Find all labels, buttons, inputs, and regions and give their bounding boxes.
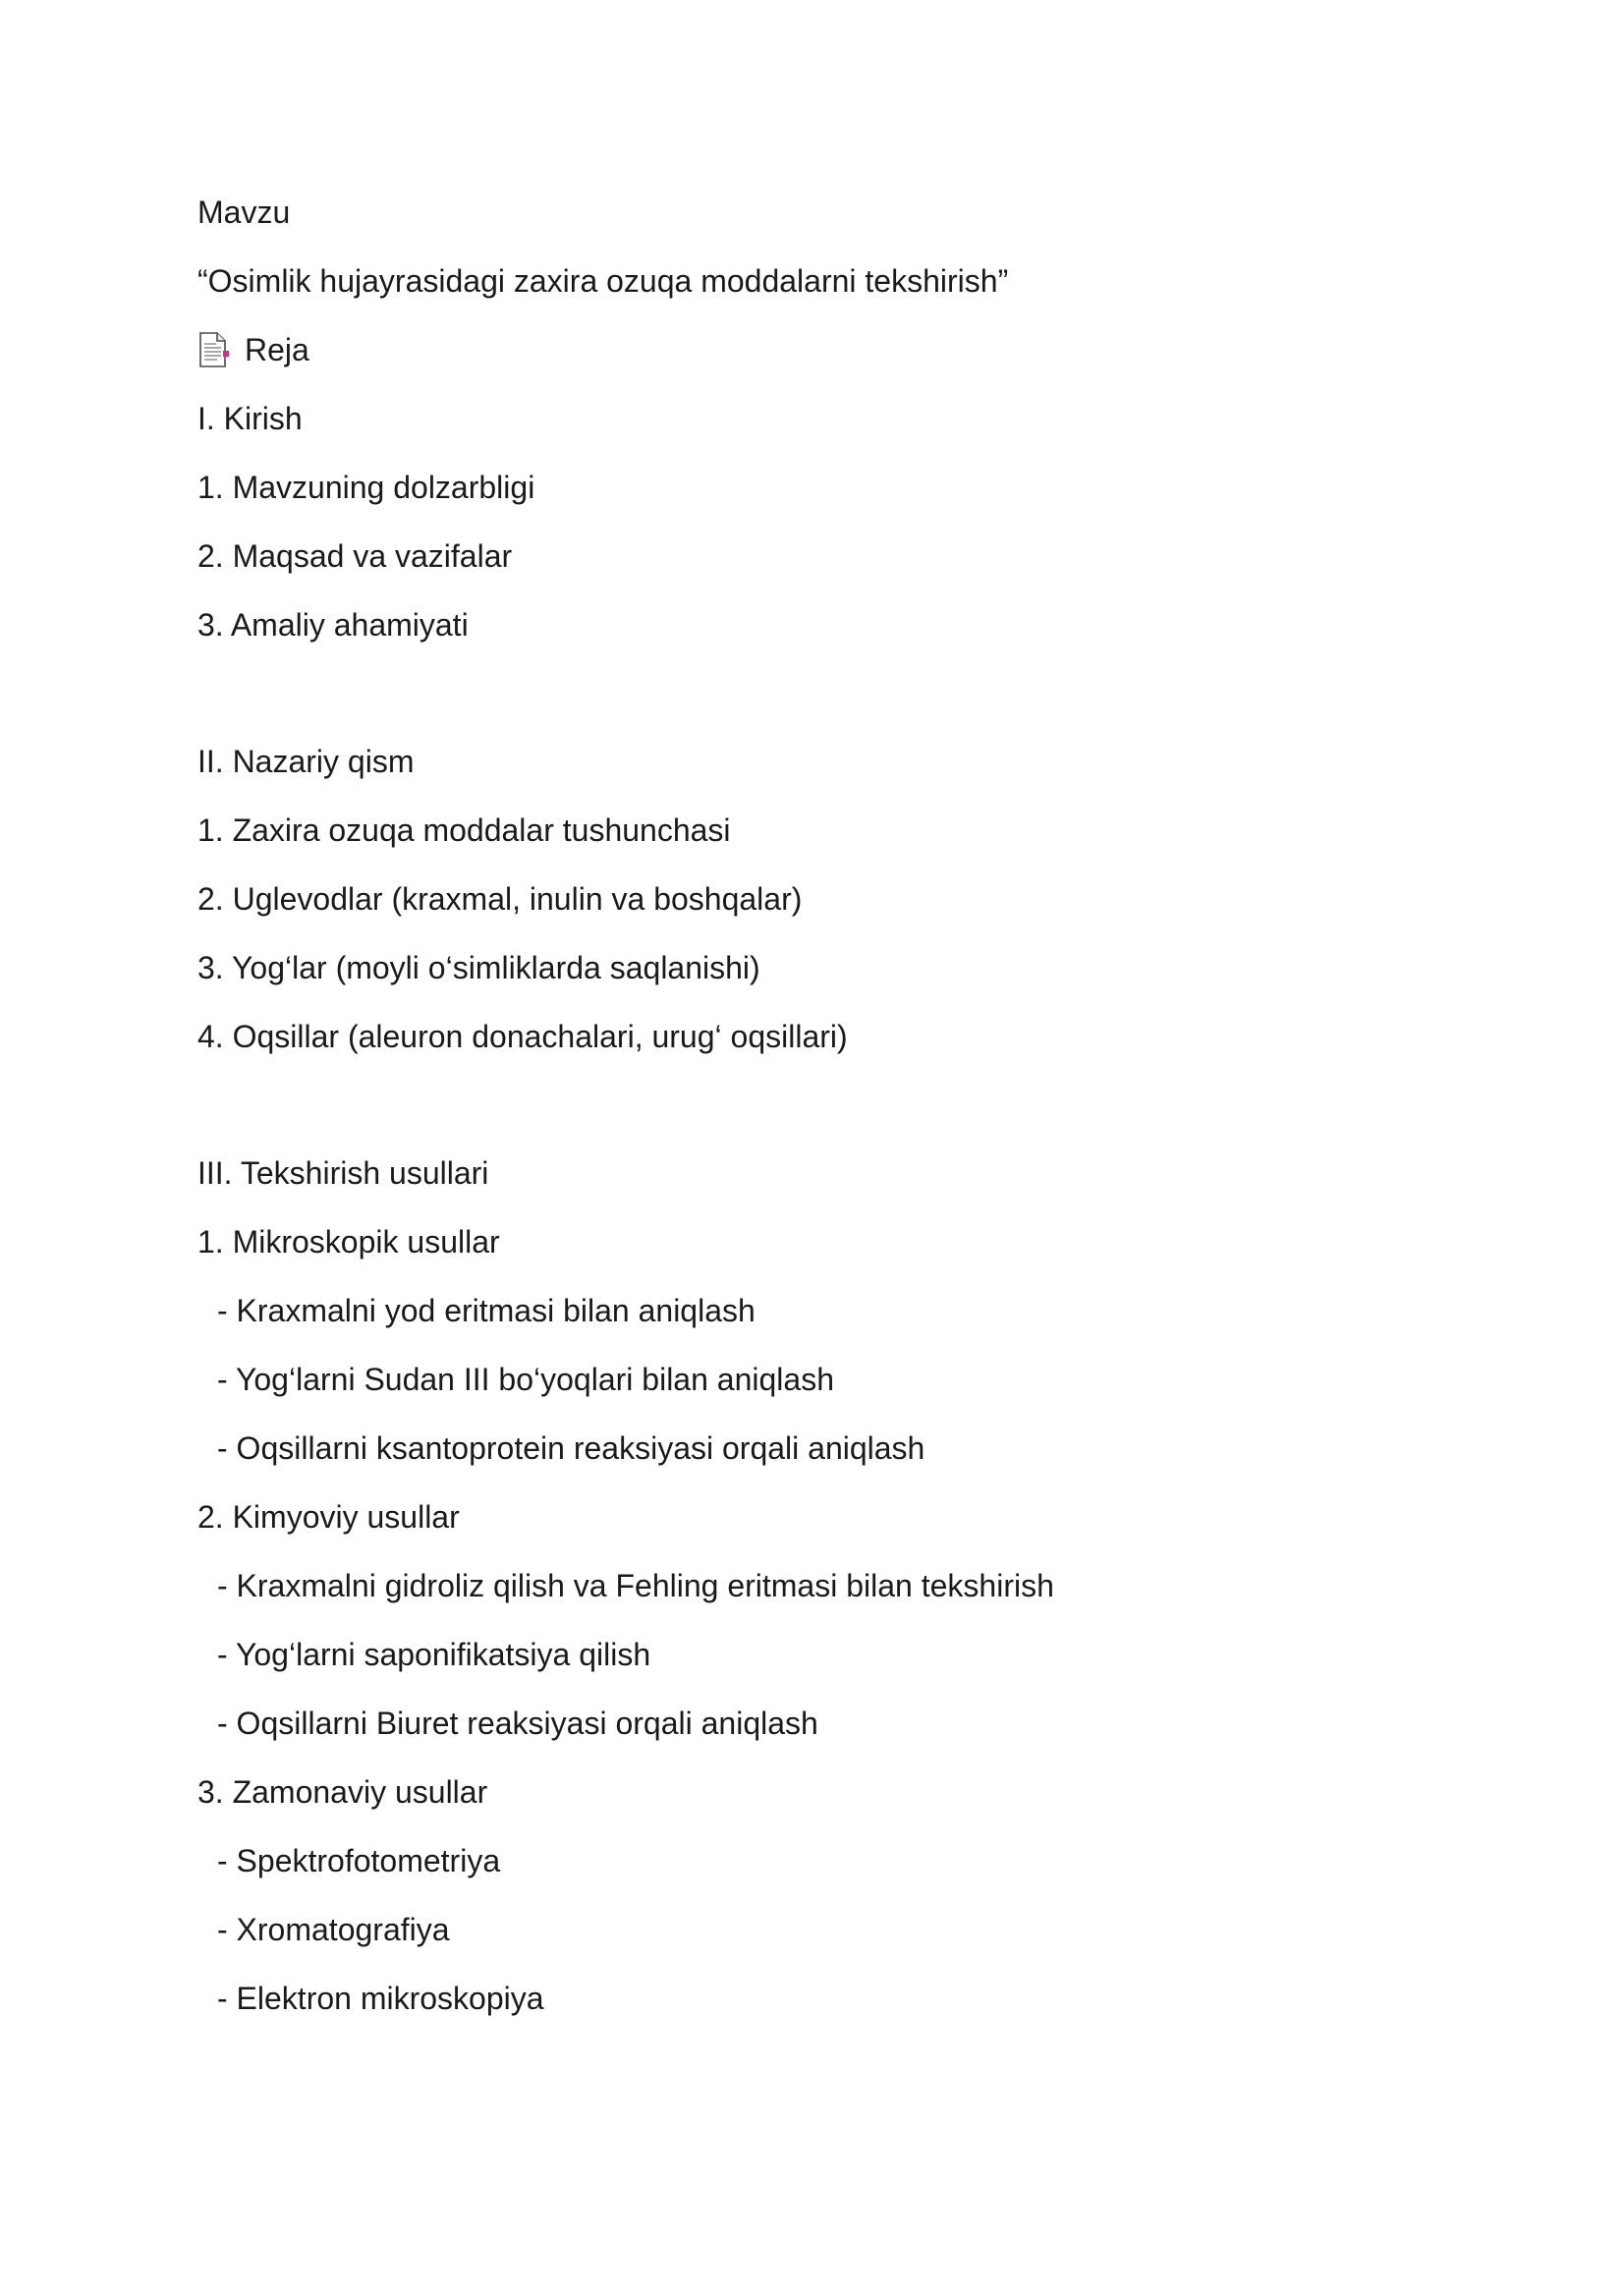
sub-list-item: - Spektrofotometriya [217, 1843, 501, 1878]
list-item: 3. Zamonaviy usullar [197, 1774, 488, 1810]
list-item: 1. Mikroskopik usullar [197, 1224, 500, 1260]
plan-label: Reja [245, 332, 309, 367]
list-item: 3. Amaliy ahamiyati [197, 607, 469, 643]
sub-list-item: - Elektron mikroskopiya [217, 1981, 544, 2016]
topic-label: Mavzu [197, 195, 291, 230]
list-item: 4. Oqsillar (aleuron donachalari, urug‘ oqsillari) [197, 1019, 848, 1054]
list-item: 3. Yog‘lar (moyli o‘simliklarda saqlanishi) [197, 950, 760, 985]
document-icon [196, 330, 233, 369]
sub-list-item: - Oqsillarni ksantoprotein reaksiyasi orqali aniqlash [217, 1430, 925, 1466]
sub-list-item: - Kraxmalni yod eritmasi bilan aniqlash [217, 1293, 756, 1328]
topic-title: “Osimlik hujayrasidagi zaxira ozuqa moddalarni tekshirish” [197, 263, 1009, 299]
list-item: 2. Kimyoviy usullar [197, 1499, 460, 1535]
section-heading: III. Tekshirish usullari [197, 1155, 489, 1191]
document-content [197, 193, 1455, 2047]
sub-list-item: - Yog‘larni saponifikatsiya qilish [217, 1637, 651, 1672]
sub-list-item: - Yog‘larni Sudan III bo‘yoqlari bilan aniqlash [217, 1362, 834, 1397]
list-item: 1. Zaxira ozuqa moddalar tushunchasi [197, 812, 731, 848]
section-heading: II. Nazariy qism [197, 744, 415, 779]
plan-heading [197, 330, 1455, 369]
list-item: 2. Uglevodlar (kraxmal, inulin va boshqalar) [197, 881, 803, 917]
sub-list-item: - Xromatografiya [217, 1912, 450, 1947]
sub-list-item: - Kraxmalni gidroliz qilish va Fehling eritmasi bilan tekshirish [217, 1568, 1054, 1603]
section-heading: I. Kirish [197, 401, 303, 436]
sub-list-item: - Oqsillarni Biuret reaksiyasi orqali aniqlash [217, 1706, 818, 1741]
list-item: 2. Maqsad va vazifalar [197, 538, 513, 574]
list-item: 1. Mavzuning dolzarbligi [197, 470, 535, 505]
